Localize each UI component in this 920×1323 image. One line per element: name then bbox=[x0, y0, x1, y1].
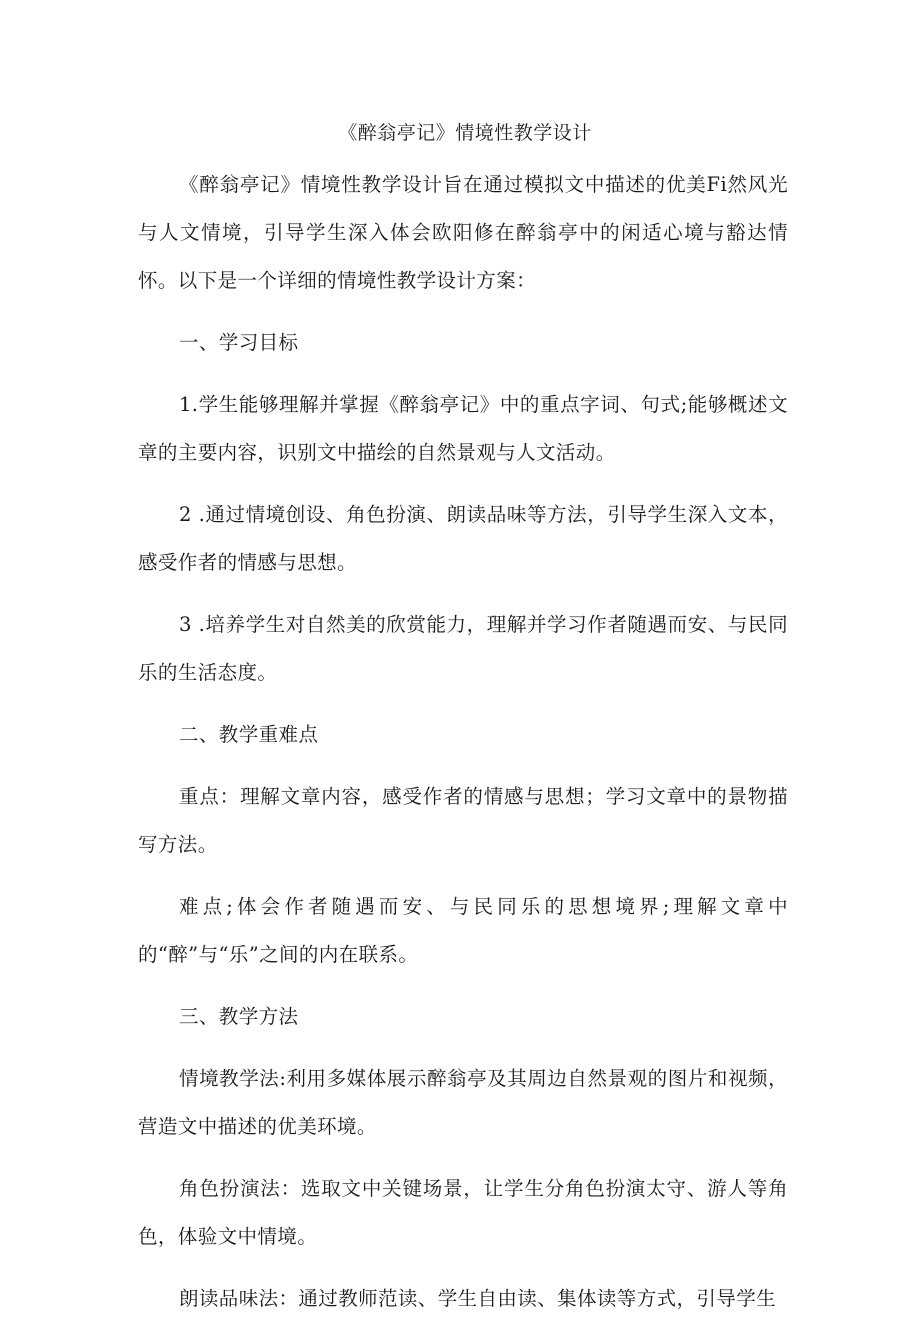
section-heading-teaching-methods: 三、教学方法 bbox=[179, 1005, 299, 1028]
key-point-paragraph: 重点：理解文章内容，感受作者的情感与思想；学习文章中的景物描写方法。 bbox=[138, 785, 788, 856]
intro-paragraph: 《醉翁亭记》情境性教学设计旨在通过模拟文中描述的优美Fi然风光与人文情境，引导学生深入体会欧阳修在醉翁亭中的闲适心境与豁达情怀。以下是一个详细的情境性教学设计方案： bbox=[138, 173, 788, 292]
method-reading-appreciation: 朗读品味法：通过教师范读、学生自由读、集体读等方式，引导学生 bbox=[179, 1287, 777, 1310]
difficult-point-paragraph: 难点;体会作者随遇而安、与民同乐的思想境界;理解文章中的“醉”与“乐”之间的内在联系。 bbox=[138, 895, 788, 966]
method-situational-teaching: 情境教学法:利用多媒体展示醉翁亭及其周边自然景观的图片和视频，营造文中描述的优美环境。 bbox=[138, 1067, 788, 1138]
method-role-play: 角色扮演法：选取文中关键场景，让学生分角色扮演太守、游人等角色，体验文中情境。 bbox=[138, 1177, 788, 1248]
goal-item-2: 2 .通过情境创设、角色扮演、朗读品味等方法，引导学生深入文本，感受作者的情感与思想。 bbox=[138, 503, 788, 574]
document-title: 《醉翁亭记》情境性教学设计 bbox=[338, 122, 592, 144]
section-heading-learning-goals: 一、学习目标 bbox=[179, 331, 299, 354]
goal-item-1: 1.学生能够理解并掌握《醉翁亭记》中的重点字词、句式;能够概述文章的主要内容，识别文中描绘的自然景观与人文活动。 bbox=[138, 393, 788, 464]
section-heading-key-points: 二、教学重难点 bbox=[179, 723, 319, 746]
goal-item-3: 3 .培养学生对自然美的欣赏能力，理解并学习作者随遇而安、与民同乐的生活态度。 bbox=[138, 613, 788, 684]
